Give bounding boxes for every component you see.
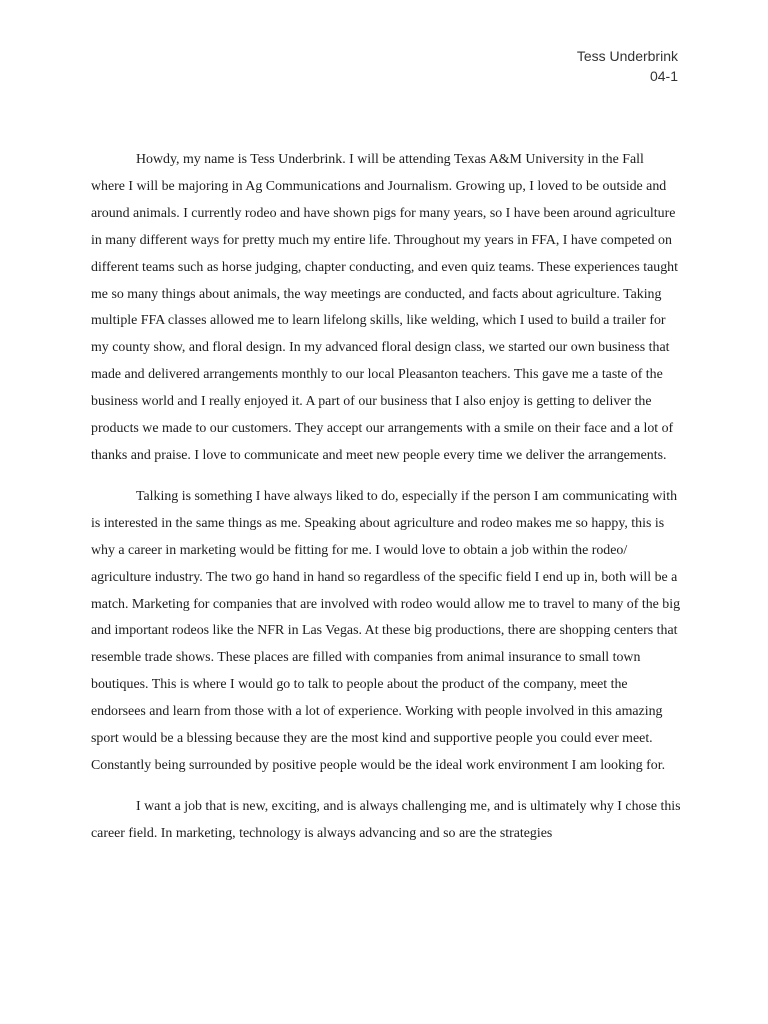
author-name: Tess Underbrink: [576, 48, 678, 64]
document-body: [91, 147, 681, 862]
page-header: [577, 46, 678, 86]
paragraph: Howdy, my name is Tess Underbrink. I will be attending Texas A&M University in the Fall where I will be majoring in Ag Communications and Journalism. Growing up, I loved to be outside and around animals. I currently rodeo and have shown pigs for many years, so I have been around agriculture in many different ways for pretty much my entire life. Throughout my years in FFA, I have competed on different teams such as horse judging, chapter conducting, and even quiz teams. These experiences taught me so many things about animals, the way meetings are conducted, and facts about agriculture. Taking multiple FFA classes allowed me to learn lifelong skills, like welding, which I used to build a trailer for my county show, and floral design. In my advanced floral design class, we started our own business that made and delivered arrangements monthly to our local Pleasanton teachers. This gave me a taste of the business world and I really enjoyed it. A part of our business that I also enjoy is getting to deliver the products we made to our customers. They accept our arrangements with a smile on their face and a lot of thanks and praise. I love to communicate and meet new people every time we deliver the arrangements.: [91, 152, 678, 463]
paragraph: I want a job that is new, exciting, and is always challenging me, and is ultimately why I chose this career field. In marketing, technology is always advancing and so are the strategies: [91, 798, 681, 841]
document-id: 04-1: [649, 68, 678, 84]
paragraph: Talking is something I have always liked to do, especially if the person I am communicating with is interested in the same things as me. Speaking about agriculture and rodeo makes me so happy, this is why a career in marketing would be fitting for me. I would love to obtain a job within the rodeo/ agriculture industry. The two go hand in hand so regardless of the specific field I end up in, both will be a match. Marketing for companies that are involved with rodeo would allow me to travel to many of the big and important rodeos like the NFR in Las Vegas. At these big productions, there are shopping centers that resemble trade shows. These places are filled with companies from animal insurance to small town boutiques. This is where I would go to talk to people about the product of the company, meet the endorsees and learn from those with a lot of experience. Working with people involved in this amazing sport would be a blessing because they are the most kind and supportive people you could ever meet. Constantly being surrounded by positive people would be the ideal work environment I am looking for.: [91, 488, 681, 773]
